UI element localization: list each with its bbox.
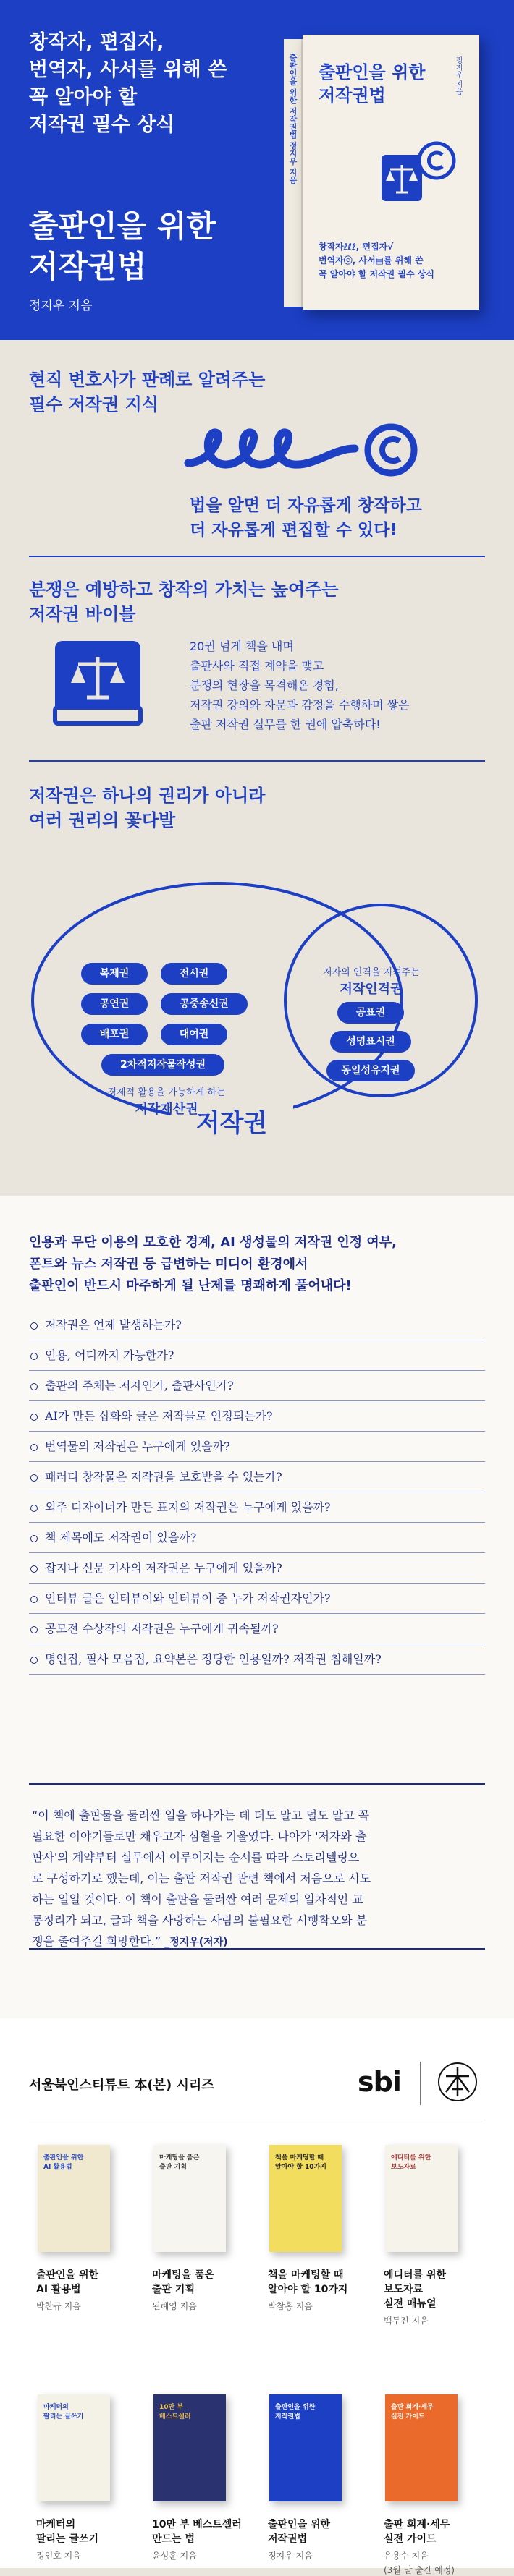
hero-copy-line: 창작자, 편집자, [29,31,164,54]
circle-bullet-icon [30,1565,38,1573]
property-right-pill: 공중송신권 [161,993,248,1015]
property-right-pill: 공연권 [81,993,148,1015]
moral-title: 저작인격권 [340,982,403,997]
series-book-title [36,2517,98,2546]
questions-intro-line: 출판인이 반드시 마주하게 될 난제를 명쾌하게 풀어내다! [29,1278,352,1293]
series-book-title-line: 만드는 법 [152,2533,195,2545]
question-item [29,1310,485,1340]
series-book-cover-text: 저작권법 [275,2413,300,2420]
series-book-title-line: 출판인을 위한 [36,2269,99,2281]
author-quote [29,1783,485,1950]
series-section [0,2018,514,2575]
section-copyright-bible [0,557,514,762]
series-book-author: 된혜영 지음 [152,2301,197,2311]
moral-right-pill: 성명표시권 [330,1031,411,1053]
series-book-title [152,2517,242,2546]
circle-bullet-icon [30,1596,38,1603]
moral-right-pill: 공표권 [337,1002,404,1024]
question-text: 책 제목에도 저작권이 있을까? [45,1531,197,1544]
circle-bullet-icon [30,1626,38,1633]
question-text: 인용, 어디까지 가능한가? [45,1348,174,1362]
book-cover [303,35,479,310]
property-right-pill: 전시권 [161,963,227,985]
series-book-title-line: 출판 기획 [152,2284,195,2295]
series-book-cover-text: 출판 기획 [159,2164,187,2171]
hero-section [0,0,514,340]
book-cover-image [284,35,479,310]
section-heading [29,577,339,626]
series-book-title [384,2268,446,2311]
series-book-cover-text: 책을 마케팅할 때 [275,2154,324,2161]
book-cover-author: 정지우 지음 [454,56,462,95]
question-text: 번역물의 저작권은 누구에게 있을까? [45,1440,230,1453]
section-rights-bouquet [0,762,514,1196]
circle-bullet-icon [30,1474,38,1482]
section-paragraph-line: 20권 넘게 책을 내며 [190,639,294,653]
book-cover-title-line: 저작권법 [319,85,386,106]
series-book-author: 박찬규 지음 [36,2301,81,2311]
book-cover-title-line: 출판인을 위한 [319,62,426,82]
series-book-title [152,2268,214,2297]
series-book-title [384,2517,450,2546]
series-book-author: 유용수 지음 [384,2551,429,2561]
sbi-logo: sbi [358,2066,401,2098]
circle-bullet-icon [30,1444,38,1451]
section-paragraph-line: 출판 저작권 실무를 한 권에 압축하다! [190,718,381,731]
series-book-cover-text: AI 활용법 [43,2164,72,2171]
circle-bullet-icon [30,1414,38,1421]
series-book-cover-text: 알아야 할 10가지 [275,2164,326,2171]
question-item [29,1523,485,1553]
series-book-cover-text: 마케팅을 품은 [159,2154,200,2161]
series-book-author: 윤성훈 지음 [152,2551,197,2561]
hero-title [29,206,216,287]
series-book-cover-text: 마케터의 [43,2404,69,2411]
section-heading-line: 필수 저작권 지식 [29,394,159,415]
question-text: 외주 디자이너가 만든 표지의 저작권은 누구에게 있을까? [45,1500,331,1514]
scale-copyright-icon [379,133,458,205]
question-text: 패러디 창작물은 저작권을 보호받을 수 있는가? [45,1470,282,1484]
series-book-cover [269,2394,342,2501]
moral-caption: 저자의 인격을 지켜주는 [323,967,420,978]
questions-intro [29,1232,397,1297]
series-book-title-line: 마케팅을 품은 [152,2269,215,2281]
moral-right-pill: 동일성유지권 [326,1060,415,1081]
quote-line: 필요한 이야기들로만 채우고자 심혈을 기울였다. 나아가 '저자와 출 [32,1829,367,1843]
question-item [29,1432,485,1462]
property-caption: 경제적 활용을 가능하게 하는 [107,1087,226,1098]
quote-line: “이 책에 출판물을 둘러싼 일을 하나가는 데 더도 말고 덜도 말고 꼭 [32,1808,370,1822]
hero-copy-line: 번역자, 사서를 위해 쓴 [29,59,227,81]
series-book-title-line: 책을 마케팅할 때 [268,2269,344,2281]
question-item [29,1584,485,1614]
hero-title-line: 저작권법 [29,249,147,284]
property-right-pill: 2차적저작물작성권 [101,1054,224,1076]
series-book-cover [385,2394,458,2501]
series-book-author: 정지우 지음 [268,2551,313,2561]
circle-bullet-icon [30,1353,38,1360]
book-cover-tagline-line: 꼭 알아야 할 저작권 필수 상식 [319,269,434,279]
book-cover-tagline [319,240,434,281]
circle-bullet-icon [30,1322,38,1330]
series-book-title [268,2517,330,2546]
question-text: 인터뷰 글은 인터뷰어와 인터뷰이 중 누가 저작권자인가? [45,1591,331,1605]
section-copyright-knowledge [0,340,514,557]
series-book-title [268,2268,347,2297]
question-item [29,1644,485,1675]
quote-line: 하는 일일 것이다. 이 책이 출판을 둘러싼 여러 문제의 일차적인 교 [32,1892,363,1906]
section-heading-line: 저작권은 하나의 권리가 아니라 [29,786,266,806]
book-cover-tagline-line: 창작자ℓℓℓ, 편집자√ [319,242,394,252]
question-text: AI가 만든 삽화와 글은 저작물로 인정되는가? [45,1409,273,1423]
quote-line: 쟁을 줄여주길 희망한다.” [32,1934,161,1948]
series-book-cover-text: 보도자료 [391,2164,416,2171]
quote-line: 로 구성하기로 했는데, 이는 출판 저작권 관련 책에서 처음으로 시도 [32,1871,371,1885]
section-body-line: 더 자유롭게 편집할 수 있다! [190,521,397,540]
questions-section [0,1196,514,2018]
quote-line: 통정리가 되고, 글과 책을 사랑하는 사람의 불필요한 시행착오와 분 [32,1913,368,1927]
book-cover-tagline-line: 번역자ⓒ, 사서▤를 위해 쓴 [319,255,424,265]
series-book-cover [38,2145,110,2252]
series-book-title-line: 알아야 할 10가지 [268,2284,348,2295]
series-book-cover [269,2145,342,2252]
circle-bullet-icon [30,1657,38,1664]
series-book-title-line: 출판인을 위한 [268,2519,331,2530]
quote-text [32,1805,371,1953]
property-title: 저작재산권 [135,1102,198,1117]
hero-copy [29,29,227,139]
question-item [29,1492,485,1523]
section-heading-line: 여러 권리의 꽃다발 [29,810,176,830]
hero-title-line: 출판인을 위한 [29,208,216,244]
series-book-cover-text: 출판인을 위한 [43,2154,84,2161]
bon-seal-logo [436,2060,479,2104]
lll-copyright-icon [181,420,485,485]
question-text: 명언집, 필사 모음집, 요약본은 정당한 인용일까? 저작권 침해일까? [45,1652,382,1666]
law-book-icon [51,638,145,728]
section-heading-line: 분쟁은 예방하고 창작의 가치는 높여주는 [29,579,339,600]
circle-bullet-icon [30,1505,38,1512]
section-heading-line: 현직 변호사가 판례로 알려주는 [29,370,266,390]
section-heading [29,783,265,833]
series-book-cover-text: 실전 가이드 [391,2413,425,2420]
section-paragraph-line: 분쟁의 현장을 목격해온 경험, [190,679,339,692]
questions-intro-line: 폰트와 뉴스 저작권 등 급변하는 미디어 환경에서 [29,1257,308,1272]
section-body [190,493,422,543]
series-book-author: 정인호 지음 [36,2551,81,2561]
section-heading [29,367,265,417]
quote-author: _정지우(저자) [164,1937,228,1948]
question-item [29,1401,485,1432]
questions-intro-line: 인용과 무단 이용의 모호한 경계, AI 생성물의 저작권 인정 여부, [29,1235,397,1250]
series-book-cover [385,2145,458,2252]
series-book-author: 박참홍 지음 [268,2301,313,2311]
question-item [29,1340,485,1371]
series-book-title-line: 저작권법 [268,2533,308,2545]
book-cover-title [319,61,425,107]
circle-bullet-icon [30,1535,38,1542]
quote-line: 판사'의 계약부터 실무에서 이루어지는 순서를 따라 스토리텔링으 [32,1850,360,1864]
series-book-cover-text: 팔리는 글쓰기 [43,2413,84,2420]
logo-separator [420,2062,421,2105]
series-book-title-line: 10만 부 베스트셀러 [152,2519,242,2530]
section-paragraph-line: 출판사와 직접 계약을 맺고 [190,659,324,673]
property-right-pill: 대여권 [161,1024,227,1045]
questions-list [29,1310,485,1675]
question-item [29,1614,485,1644]
series-book-cover-text: 베스트셀러 [159,2413,191,2420]
series-book-title-line: 실전 가이드 [384,2533,437,2545]
section-heading-line: 저작권 바이블 [29,604,136,624]
question-text: 공모전 수상작의 저작권은 누구에게 귀속될까? [45,1622,279,1636]
hero-copy-line: 꼭 알아야 할 [29,86,138,109]
hero-author: 정지우 지음 [29,299,93,313]
series-title: 서울북인스티튜트 本(본) 시리즈 [29,2078,214,2093]
series-book-title-line: 마케터의 [36,2519,76,2530]
series-book-cover-text: 10만 부 [159,2404,184,2411]
circle-bullet-icon [30,1383,38,1390]
series-book-title-line: 에디터를 위한 [384,2269,447,2281]
series-book-cover-text: 출판 회계·세무 [391,2404,434,2411]
property-right-pill: 배포권 [81,1024,148,1045]
series-book-title-line: 보도자료 [384,2284,424,2295]
series-book-note: (3월 말 출간 예정) [384,2565,455,2575]
series-book-cover [153,2394,226,2501]
series-book-title [36,2268,98,2297]
series-book-author: 백두진 지음 [384,2316,429,2326]
series-book-title-line: 출판 회계·세무 [384,2519,450,2530]
question-text: 잡지나 신문 기사의 저작권은 누구에게 있을까? [45,1561,282,1575]
property-right-pill: 복제권 [81,963,148,985]
series-book-cover-text: 에디터를 위한 [391,2154,431,2161]
series-book-title-line: AI 활용법 [36,2284,81,2295]
section-paragraph [190,637,410,734]
hero-copy-line: 저작권 필수 상식 [29,114,175,136]
question-text: 출판의 주체는 저자인가, 출판사인가? [45,1379,234,1393]
book-spine-text: 출판인을 위한 저작권법 정지우 지음 [288,54,298,184]
question-text: 저작권은 언제 발생하는가? [45,1318,182,1332]
series-book-title-line: 팔리는 글쓰기 [36,2533,99,2545]
series-book-cover [153,2145,226,2252]
section-body-line: 법을 알면 더 자유롭게 창작하고 [190,496,422,515]
book-spine [284,39,303,307]
series-book-cover-text: 출판인을 위한 [275,2404,316,2411]
copyright-label: 저작권 [195,1109,268,1138]
question-item [29,1371,485,1401]
question-item [29,1553,485,1584]
question-item [29,1462,485,1492]
series-book-cover [38,2394,110,2501]
section-paragraph-line: 저작권 강의와 자문과 감정을 수행하며 쌓은 [190,698,410,712]
series-book-title-line: 실전 매뉴얼 [384,2298,437,2310]
